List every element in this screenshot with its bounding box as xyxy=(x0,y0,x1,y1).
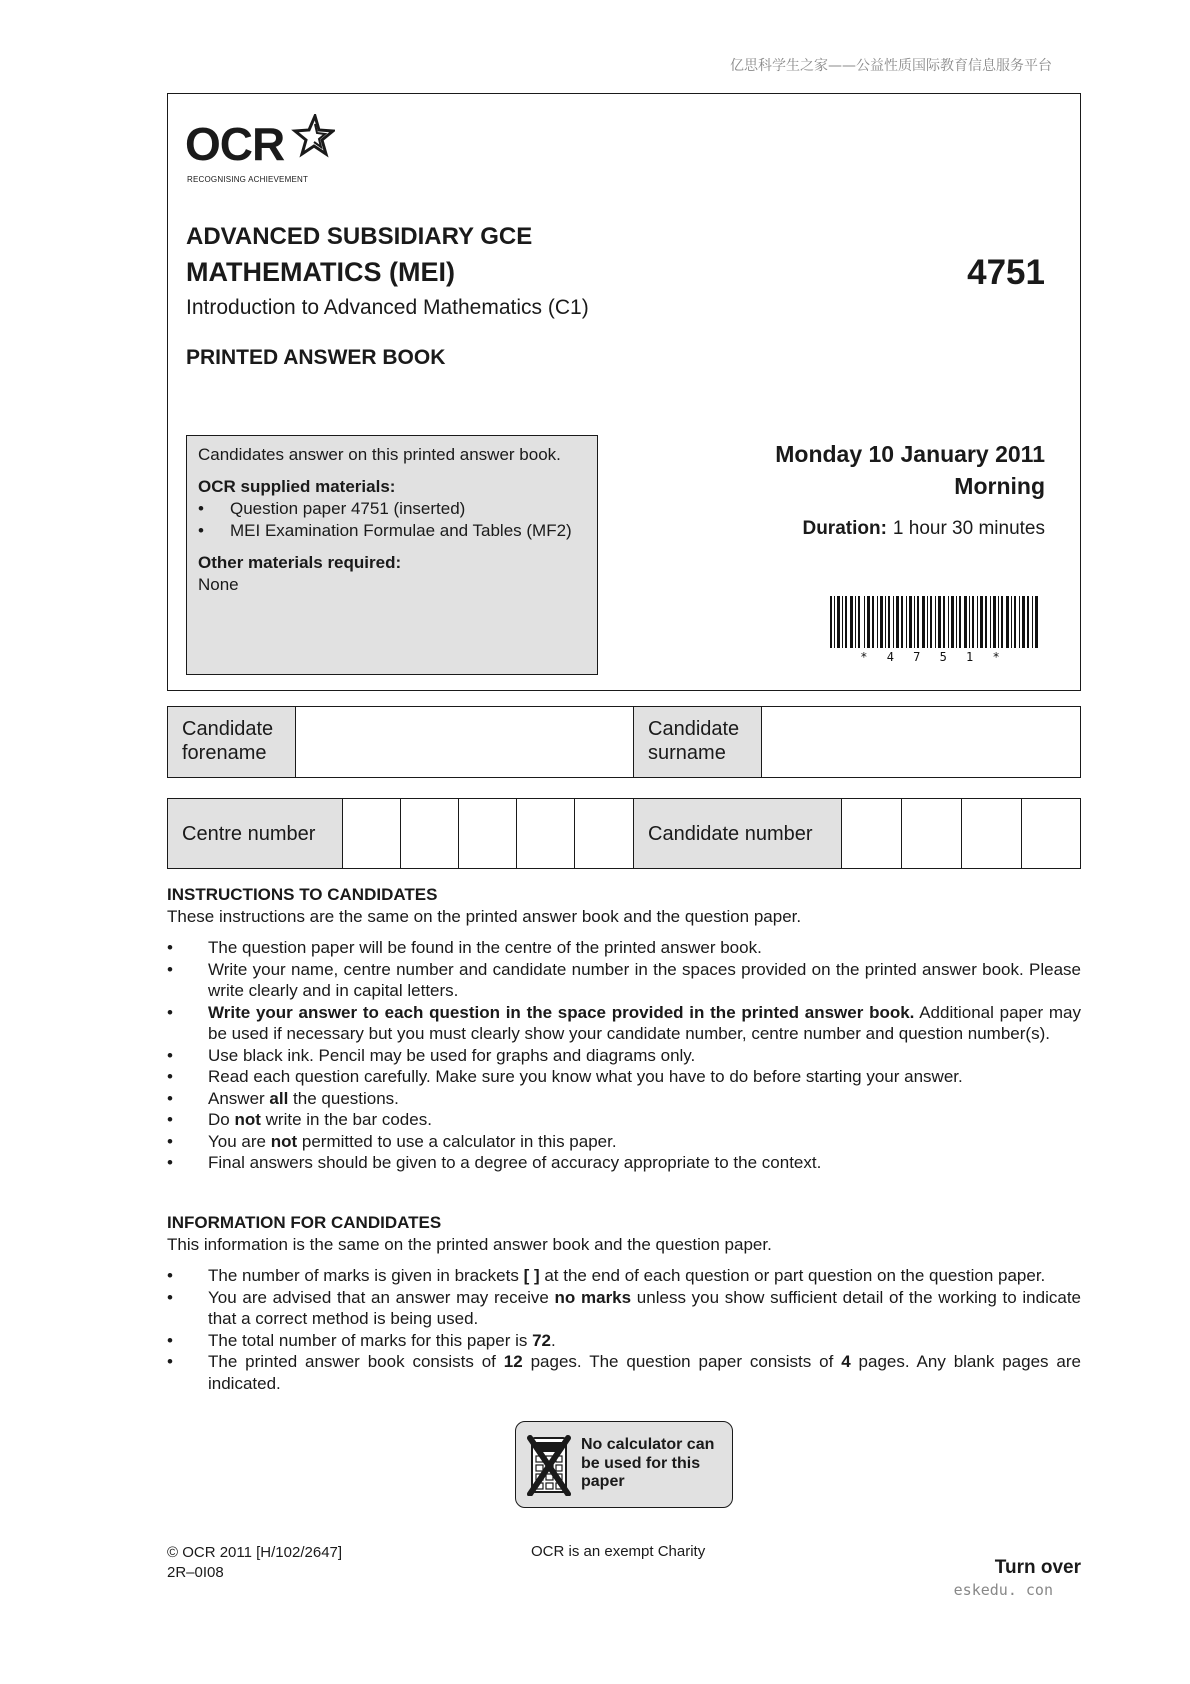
candidate-number-row xyxy=(167,798,1081,869)
exam-date-block xyxy=(775,438,1045,502)
information-item: • The total number of marks for this paper is 72. xyxy=(167,1330,1081,1352)
candidate-name-row xyxy=(167,706,1081,778)
duration-value: 1 hour 30 minutes xyxy=(892,518,1045,539)
ocr-star-icon xyxy=(285,114,335,158)
information-item: • The printed answer book consists of 12 pages. The question paper consists of 4 pages. Any blank pages are indicated. xyxy=(167,1351,1081,1394)
information-section xyxy=(167,1212,1081,1394)
supplied-heading: OCR supplied materials: xyxy=(198,477,396,496)
qualification-level: ADVANCED SUBSIDIARY GCE xyxy=(186,223,533,250)
instruction-item: • Use black ink. Pencil may be used for graphs and diagrams only. xyxy=(167,1045,1081,1067)
subject-title: MATHEMATICS (MEI) xyxy=(186,257,455,287)
barcode xyxy=(828,596,1043,666)
centre-number-box[interactable] xyxy=(459,799,517,868)
crossed-calculator-icon xyxy=(526,1434,572,1496)
ocr-logo: OCR xyxy=(185,118,285,170)
forename-label: Candidate forename xyxy=(168,707,296,777)
centre-number-box[interactable] xyxy=(517,799,575,868)
information-title: INFORMATION FOR CANDIDATES xyxy=(167,1213,442,1232)
instructions-title: INSTRUCTIONS TO CANDIDATES xyxy=(167,885,438,904)
instruction-item: • Do not write in the bar codes. xyxy=(167,1109,1081,1131)
instruction-item: • You are not permitted to use a calculator in this paper. xyxy=(167,1131,1081,1153)
footer-left xyxy=(167,1543,342,1583)
copyright: © OCR 2011 [H/102/2647] xyxy=(167,1544,343,1561)
watermark-footer: eskedu. con xyxy=(953,1581,1053,1599)
materials-box xyxy=(186,435,598,675)
surname-label: Candidate surname xyxy=(634,707,762,777)
centre-number-box[interactable] xyxy=(343,799,401,868)
materials-intro: Candidates answer on this printed answer book. xyxy=(198,445,561,464)
watermark-header: 亿思科学生之家——公益性质国际教育信息服务平台 xyxy=(730,58,1052,74)
forename-field[interactable] xyxy=(296,707,634,777)
instruction-item: • Answer all the questions. xyxy=(167,1088,1081,1110)
candidate-number-label: Candidate number xyxy=(634,799,842,868)
instructions-list xyxy=(167,937,1081,1174)
exam-date: Monday 10 January 2011 xyxy=(775,441,1045,467)
logo-tagline: RECOGNISING ACHIEVEMENT xyxy=(187,175,309,184)
supplied-item: • MEI Examination Formulae and Tables (MF2) xyxy=(198,520,586,542)
book-type: PRINTED ANSWER BOOK xyxy=(186,346,446,369)
instruction-item: • Final answers should be given to a degree of accuracy appropriate to the context. xyxy=(167,1152,1081,1174)
instruction-item: • The question paper will be found in the centre of the printed answer book. xyxy=(167,937,1081,959)
supplied-item: • Question paper 4751 (inserted) xyxy=(198,498,586,520)
charity-note: OCR is an exempt Charity xyxy=(531,1543,706,1560)
candidate-number-box[interactable] xyxy=(902,799,962,868)
candidate-number-box[interactable] xyxy=(962,799,1022,868)
no-calculator-text: No calculator can be used for this paper xyxy=(581,1436,715,1490)
supplied-list xyxy=(198,498,586,542)
paper-reference: 2R–0I08 xyxy=(167,1564,224,1581)
information-item: • The number of marks is given in brackets [ ] at the end of each question or part question on the question paper. xyxy=(167,1265,1081,1287)
barcode-bars xyxy=(830,596,1038,648)
information-item: • You are advised that an answer may receive no marks unless you show sufficient detail of the working to indicate that a correct method is being used. xyxy=(167,1287,1081,1330)
instructions-section xyxy=(167,884,1081,1174)
information-list xyxy=(167,1265,1081,1394)
instruction-item: • Write your name, centre number and candidate number in the spaces provided on the printed answer book. Please write clearly and in capital letters. xyxy=(167,959,1081,1002)
barcode-text: * 4 7 5 1 * xyxy=(860,650,1006,664)
exam-duration xyxy=(802,518,1045,540)
centre-number-box[interactable] xyxy=(401,799,459,868)
centre-number-label: Centre number xyxy=(168,799,343,868)
centre-number-box[interactable] xyxy=(575,799,634,868)
surname-field[interactable] xyxy=(762,707,1080,777)
exam-session: Morning xyxy=(954,473,1045,499)
other-heading: Other materials required: xyxy=(198,553,402,572)
turn-over: Turn over xyxy=(994,1557,1081,1578)
instructions-intro: These instructions are the same on the printed answer book and the question paper. xyxy=(167,906,802,926)
paper-code: 4751 xyxy=(967,253,1045,292)
unit-title: Introduction to Advanced Mathematics (C1) xyxy=(186,296,589,319)
instruction-item: • Write your answer to each question in the space provided in the printed answer book. Additional paper may be used if necessary but you must clearly show your candidate number, centre number and question number(s). xyxy=(167,1002,1081,1045)
instruction-item: • Read each question carefully. Make sure you know what you have to do before starting your answer. xyxy=(167,1066,1081,1088)
no-calculator-notice xyxy=(515,1421,733,1508)
information-intro: This information is the same on the printed answer book and the question paper. xyxy=(167,1234,772,1254)
candidate-number-box[interactable] xyxy=(842,799,902,868)
other-value: None xyxy=(198,575,239,594)
candidate-number-box[interactable] xyxy=(1022,799,1080,868)
duration-label: Duration: xyxy=(802,518,887,539)
